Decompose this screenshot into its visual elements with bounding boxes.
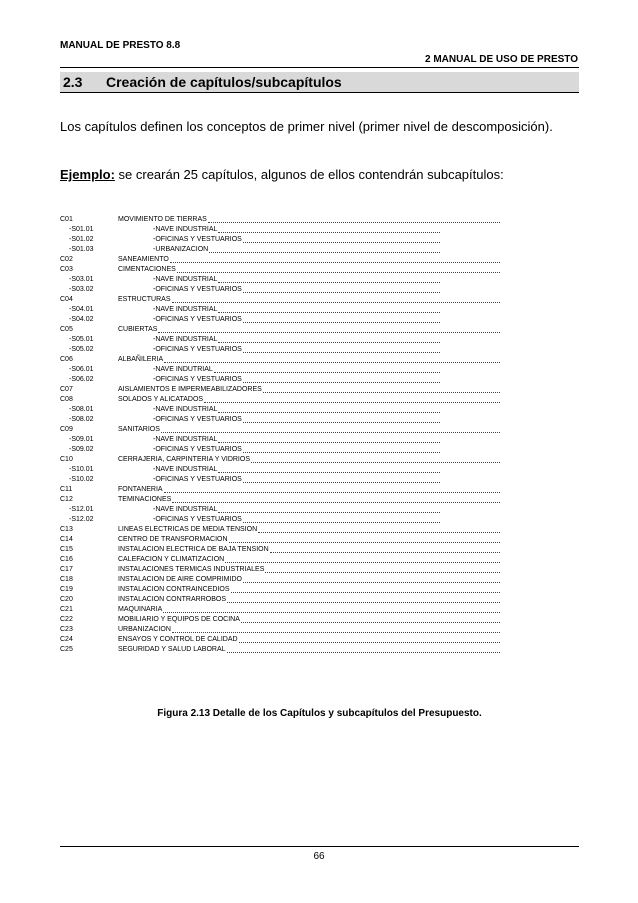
chapter-description-text: SOLADOS Y ALICATADOS [118,396,204,403]
chapter-description [118,585,500,595]
dot-leader [172,495,500,503]
chapter-description-text: SEGURIDAD Y SALUD LABORAL [118,646,226,653]
chapter-description [118,485,500,495]
subchapter-row [60,225,500,235]
chapter-description [153,365,440,375]
section-number: 2.3 [63,74,83,90]
dot-leader [270,545,500,553]
dot-leader [229,535,500,543]
dot-leader [243,345,440,353]
dot-leader [164,485,500,493]
chapter-row [60,425,500,435]
chapter-description [118,545,500,555]
chapter-code: C11 [60,486,73,493]
header-rule [60,67,579,68]
dot-leader [158,325,500,333]
dot-leader [243,415,440,423]
chapter-description-text: INSTALACION CONTRARROBOS [118,596,226,603]
chapter-description-text: CUBIERTAS [118,326,158,333]
chapter-row [60,455,500,465]
chapter-description [118,455,500,465]
chapter-code: C08 [60,396,73,403]
chapter-code: C24 [60,636,73,643]
chapter-description [153,505,440,515]
chapter-description-text: MOBILIARIO Y EQUIPOS DE COCINA [118,616,240,623]
subchapter-row [60,505,500,515]
chapter-row [60,555,500,565]
dot-leader [218,435,440,443]
subchapter-row [60,335,500,345]
subchapter-row [60,365,500,375]
chapter-description-text: SANITARIOS [118,426,160,433]
chapter-description [153,375,440,385]
chapter-description-text: FONTANERIA [118,486,163,493]
chapter-description [118,395,500,405]
chapter-description-text: CIMENTACIONES [118,266,176,273]
dot-leader [263,385,500,393]
dot-leader [243,515,440,523]
chapter-code: C09 [60,426,73,433]
chapter-code: -S05.01 [69,336,94,343]
chapter-code: -S10.02 [69,476,94,483]
chapter-code: C23 [60,626,73,633]
chapter-code: -S01.02 [69,236,94,243]
chapter-description [118,355,500,365]
chapter-description [153,405,440,415]
header-chapter-title: 2 MANUAL DE USO DE PRESTO [425,54,578,65]
chapter-code: C06 [60,356,73,363]
chapter-description [118,595,500,605]
chapter-description [118,385,500,395]
chapter-description [118,215,500,225]
dot-leader [225,555,500,563]
chapter-description-text: -NAVE INDUSTRIAL [153,276,218,283]
chapter-description-text: -NAVE INDUSTRIAL [153,436,218,443]
chapter-code: C05 [60,326,73,333]
chapter-row [60,495,500,505]
chapter-description-text: -OFICINAS Y VESTUARIOS [153,516,242,523]
chapter-description [118,615,500,625]
chapter-code: C17 [60,566,73,573]
example-label: Ejemplo: [60,167,115,182]
chapter-code: -S12.01 [69,506,94,513]
chapter-description-text: INSTALACION ELECTRICA DE BAJA TENSION [118,546,269,553]
chapter-description-text: -NAVE INDUSTRIAL [153,406,218,413]
subchapter-row [60,285,500,295]
chapter-description [153,345,440,355]
chapter-row [60,255,500,265]
chapter-description [153,305,440,315]
dot-leader [227,645,500,653]
chapter-description-text: -NAVE INDUSTRIAL [153,306,218,313]
dot-leader [170,255,500,263]
chapter-code: -S09.02 [69,446,94,453]
chapter-description-text: -OFICINAS Y VESTUARIOS [153,236,242,243]
dot-leader [204,395,500,403]
footer-rule [60,846,579,847]
dot-leader [209,245,440,253]
chapter-code: C10 [60,456,73,463]
chapter-description-text: -OFICINAS Y VESTUARIOS [153,376,242,383]
dot-leader [243,375,440,383]
chapter-row [60,395,500,405]
chapter-description [153,465,440,475]
chapter-code: C18 [60,576,73,583]
chapter-description [118,495,500,505]
chapter-code: -S03.01 [69,276,94,283]
chapter-code: -S01.03 [69,246,94,253]
dot-leader [227,595,500,603]
chapter-row [60,615,500,625]
chapter-description-text: CERRAJERIA, CARPINTERIA Y VIDRIOS [118,456,250,463]
chapter-code: -S01.01 [69,226,94,233]
chapter-code: C20 [60,596,73,603]
dot-leader [218,335,440,343]
chapter-code: -S10.01 [69,466,94,473]
chapter-description [153,315,440,325]
dot-leader [243,285,440,293]
chapter-code: C25 [60,646,73,653]
chapter-description [153,275,440,285]
dot-leader [218,225,440,233]
chapter-code: C13 [60,526,73,533]
chapter-description [153,515,440,525]
chapter-description-text: -OFICINAS Y VESTUARIOS [153,476,242,483]
chapter-description-text: -NAVE INDUSTRIAL [153,336,218,343]
chapter-code: C12 [60,496,73,503]
chapter-description-text: INSTALACION DE AIRE COMPRIMIDO [118,576,242,583]
chapter-description [118,535,500,545]
chapter-code: -S12.02 [69,516,94,523]
dot-leader [218,275,440,283]
header-manual-title: MANUAL DE PRESTO 8.8 [60,40,181,51]
chapter-code: C02 [60,256,73,263]
chapter-description [118,255,500,265]
chapter-code: C07 [60,386,73,393]
dot-leader [258,525,500,533]
chapter-description [118,555,500,565]
subchapter-row [60,345,500,355]
section-title: Creación de capítulos/subcapítulos [106,74,342,90]
chapter-description [153,475,440,485]
chapter-description [118,625,500,635]
chapter-row [60,355,500,365]
chapter-description-text: URBANIZACION [118,626,171,633]
chapter-description [118,575,500,585]
chapter-description-text: AISLAMIENTOS E IMPERMEABILIZADORES [118,386,262,393]
dot-leader [265,565,500,573]
subchapter-row [60,405,500,415]
chapter-description [118,525,500,535]
chapter-row [60,215,500,225]
chapter-description [153,225,440,235]
chapter-row [60,645,500,655]
chapter-description [118,425,500,435]
chapter-code: -S06.01 [69,366,94,373]
chapter-description [118,635,500,645]
subchapter-row [60,245,500,255]
chapter-description [118,645,500,655]
chapter-description [118,295,500,305]
example-line [60,167,579,182]
chapter-code: C03 [60,266,73,273]
subchapter-row [60,235,500,245]
chapter-description [118,565,500,575]
chapter-description-text: MOVIMIENTO DE TIERRAS [118,216,207,223]
dot-leader [161,425,500,433]
dot-leader [231,585,501,593]
chapter-row [60,485,500,495]
chapter-description-text: ENSAYOS Y CONTROL DE CALIDAD [118,636,238,643]
chapter-row [60,595,500,605]
chapter-description [118,265,500,275]
chapter-code: C15 [60,546,73,553]
chapter-description-text: LINEAS ELECTRICAS DE MEDIA TENSION [118,526,258,533]
chapter-row [60,385,500,395]
chapter-description-text: -OFICINAS Y VESTUARIOS [153,416,242,423]
chapter-description-text: INSTALACION CONTRAINCEDIOS [118,586,230,593]
chapter-description-text: CENTRO DE TRANSFORMACION [118,536,228,543]
chapter-list [60,215,500,655]
dot-leader [243,445,440,453]
dot-leader [243,235,440,243]
chapter-description [153,285,440,295]
chapter-description-text: -NAVE INDUSTRIAL [153,506,218,513]
dot-leader [239,635,500,643]
chapter-code: -S06.02 [69,376,94,383]
chapter-description [153,235,440,245]
dot-leader [218,505,440,513]
chapter-row [60,295,500,305]
chapter-description-text: TEMINACIONES [118,496,172,503]
chapter-description-text: -NAVE INDUSTRIAL [153,466,218,473]
chapter-description-text: SANEAMIENTO [118,256,169,263]
dot-leader [218,465,440,473]
chapter-description-text: -OFICINAS Y VESTUARIOS [153,446,242,453]
chapter-row [60,635,500,645]
subchapter-row [60,435,500,445]
chapter-description-text: ALBAÑILERIA [118,356,164,363]
dot-leader [172,625,500,633]
chapter-code: C04 [60,296,73,303]
chapter-description-text: CALEFACION Y CLIMATIZACION [118,556,225,563]
subchapter-row [60,465,500,475]
dot-leader [243,315,440,323]
chapter-code: -S09.01 [69,436,94,443]
dot-leader [172,295,500,303]
dot-leader [251,455,500,463]
dot-leader [218,405,440,413]
subchapter-row [60,315,500,325]
chapter-description-text: -URBANIZACION [153,246,209,253]
chapter-description-text: ESTRUCTURAS [118,296,171,303]
chapter-description [153,435,440,445]
chapter-code: C16 [60,556,73,563]
chapter-row [60,545,500,555]
dot-leader [214,365,440,373]
chapter-code: C21 [60,606,73,613]
chapter-code: -S03.02 [69,286,94,293]
chapter-row [60,535,500,545]
chapter-code: C01 [60,216,73,223]
chapter-description-text: INSTALACIONES TERMICAS INDUSTRIALES [118,566,265,573]
chapter-code: C14 [60,536,73,543]
chapter-description [153,445,440,455]
chapter-code: -S08.01 [69,406,94,413]
dot-leader [164,355,500,363]
chapter-description-text: -OFICINAS Y VESTUARIOS [153,346,242,353]
intro-paragraph: Los capítulos definen los conceptos de primer nivel (primer nivel de descomposición). [60,119,553,134]
dot-leader [177,265,500,273]
subchapter-row [60,305,500,315]
chapter-description [153,245,440,255]
chapter-code: C19 [60,586,73,593]
section-heading [60,72,579,93]
subchapter-row [60,515,500,525]
chapter-description [118,605,500,615]
chapter-description [118,325,500,335]
subchapter-row [60,445,500,455]
chapter-row [60,565,500,575]
chapter-description [153,415,440,425]
chapter-row [60,525,500,535]
dot-leader [243,575,500,583]
chapter-row [60,575,500,585]
chapter-row [60,585,500,595]
dot-leader [241,615,500,623]
chapter-code: C22 [60,616,73,623]
chapter-row [60,265,500,275]
chapter-code: -S08.02 [69,416,94,423]
chapter-description-text: -OFICINAS Y VESTUARIOS [153,316,242,323]
subchapter-row [60,375,500,385]
chapter-description-text: -NAVE INDUSTRIAL [153,226,218,233]
chapter-code: -S05.02 [69,346,94,353]
chapter-row [60,625,500,635]
figure-caption: Figura 2.13 Detalle de los Capítulos y subcapítulos del Presupuesto. [157,708,482,719]
chapter-description-text: MAQUINARIA [118,606,163,613]
chapter-description-text: -NAVE INDUTRIAL [153,366,213,373]
page-number: 66 [313,851,325,862]
chapter-description [153,335,440,345]
subchapter-row [60,275,500,285]
subchapter-row [60,415,500,425]
dot-leader [243,475,440,483]
chapter-code: -S04.02 [69,316,94,323]
example-text: se crearán 25 capítulos, algunos de ellos contendrán subcapítulos: [114,167,504,182]
dot-leader [163,605,500,613]
subchapter-row [60,475,500,485]
chapter-row [60,605,500,615]
dot-leader [208,215,500,223]
chapter-code: -S04.01 [69,306,94,313]
chapter-row [60,325,500,335]
dot-leader [218,305,440,313]
chapter-description-text: -OFICINAS Y VESTUARIOS [153,286,242,293]
